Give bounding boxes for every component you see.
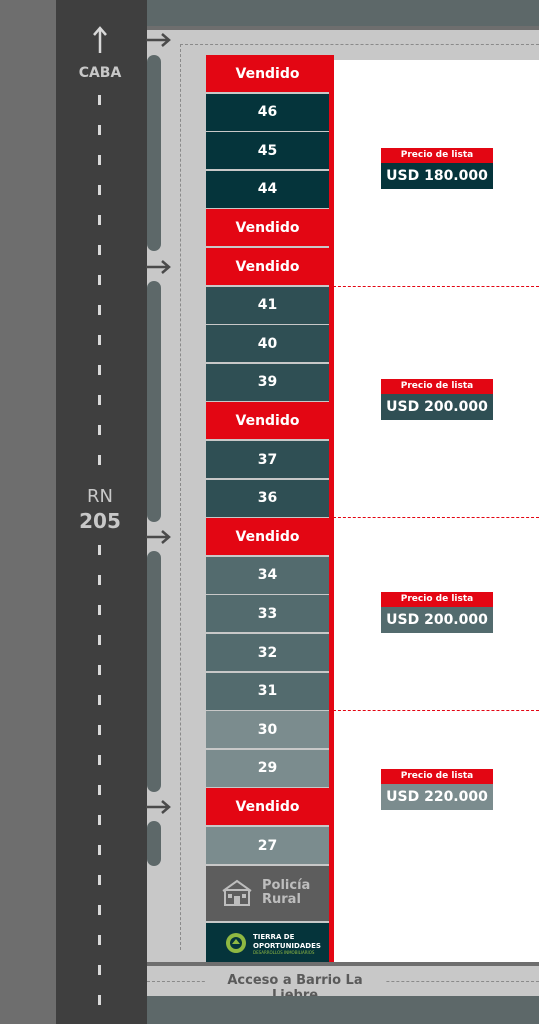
- lane-dash: [98, 635, 101, 645]
- price-label: Precio de lista: [381, 592, 493, 607]
- lane-dash: [98, 605, 101, 615]
- lane-dash: [98, 995, 101, 1005]
- lot-depth-area: [333, 60, 539, 962]
- median-strip: [147, 281, 161, 522]
- median-strip: [147, 55, 161, 251]
- lot-41[interactable]: 41: [206, 287, 329, 324]
- lane-dash: [98, 935, 101, 945]
- lane-dash: [98, 275, 101, 285]
- arrow-right-icon: [146, 259, 172, 275]
- lot-33[interactable]: 33: [206, 595, 329, 632]
- lane-dash: [98, 905, 101, 915]
- lot-sold[interactable]: Vendido: [206, 209, 329, 246]
- lot-46[interactable]: 46: [206, 94, 329, 131]
- price-tag: [381, 592, 493, 633]
- price-tag: [381, 769, 493, 810]
- arrow-right-icon: [146, 799, 172, 815]
- route-number: 205: [79, 509, 121, 533]
- lane-dash: [98, 215, 101, 225]
- lane-dash: [98, 365, 101, 375]
- lot-37[interactable]: 37: [206, 441, 329, 478]
- price-tag: [381, 148, 493, 189]
- lane-dash: [98, 395, 101, 405]
- lane-dash: [98, 335, 101, 345]
- route-prefix: RN: [87, 486, 113, 507]
- price-tag: [381, 379, 493, 420]
- lane-dash: [98, 575, 101, 585]
- direction-label: CABA: [78, 65, 122, 81]
- tier-divider: [333, 710, 539, 711]
- lane-dash: [98, 455, 101, 465]
- arrow-up-icon: [92, 26, 108, 54]
- police-station-label: [262, 879, 310, 907]
- lot-30[interactable]: 30: [206, 711, 329, 748]
- lane-dash: [98, 125, 101, 135]
- left-shoulder: [0, 0, 56, 1024]
- lot-sold[interactable]: Vendido: [206, 518, 329, 555]
- lot-sold[interactable]: Vendido: [206, 55, 329, 92]
- dotted-marker: [147, 866, 159, 918]
- lot-32[interactable]: 32: [206, 634, 329, 671]
- price-label: Precio de lista: [381, 769, 493, 784]
- lot-31[interactable]: 31: [206, 673, 329, 710]
- lot-36[interactable]: 36: [206, 480, 329, 517]
- price-label: Precio de lista: [381, 148, 493, 163]
- lane-dash: [98, 755, 101, 765]
- lot-45[interactable]: 45: [206, 132, 329, 169]
- lane-dash: [98, 725, 101, 735]
- brand-name: [253, 933, 321, 951]
- arrow-right-icon: [146, 32, 172, 48]
- lot-frontage-rail: [329, 55, 334, 962]
- lot-sold[interactable]: Vendido: [206, 402, 329, 439]
- tier-divider: [333, 286, 539, 287]
- lane-dash: [98, 785, 101, 795]
- lot-44[interactable]: 44: [206, 171, 329, 208]
- price-value: USD 200.000: [381, 607, 493, 633]
- lane-dash: [98, 95, 101, 105]
- price-value: USD 200.000: [381, 394, 493, 420]
- lot-sold[interactable]: Vendido: [206, 248, 329, 285]
- price-value: USD 180.000: [381, 163, 493, 189]
- median-strip: [147, 551, 161, 792]
- access-road-label: Acceso a Barrio La: [205, 973, 385, 1003]
- bottom-strip: [147, 996, 539, 1024]
- police-line1: Policía: [262, 878, 311, 893]
- lane-dash: [98, 155, 101, 165]
- lot-sold[interactable]: Vendido: [206, 788, 329, 825]
- top-strip: [147, 0, 539, 26]
- brand-logo-icon: [225, 932, 247, 954]
- lane-dash: [98, 245, 101, 255]
- median-strip: [147, 821, 161, 866]
- price-value: USD 220.000: [381, 784, 493, 810]
- lane-dash: [98, 545, 101, 555]
- lot-27[interactable]: 27: [206, 827, 329, 864]
- tier-divider: [333, 517, 539, 518]
- brand-line2: OPORTUNIDADES: [253, 942, 321, 950]
- brand-tagline: DESARROLLOS INMOBILIARIOS: [253, 950, 315, 955]
- lane-dash: [98, 665, 101, 675]
- police-line2: Rural: [262, 892, 301, 907]
- police-station-icon: [222, 878, 252, 908]
- lot-29[interactable]: 29: [206, 750, 329, 787]
- brand-line1: TIERRA DE: [253, 933, 295, 941]
- lane-dash: [98, 425, 101, 435]
- lane-dash: [98, 875, 101, 885]
- lane-dash: [98, 695, 101, 705]
- lot-39[interactable]: 39: [206, 364, 329, 401]
- lane-dash: [98, 305, 101, 315]
- lane-dash: [98, 965, 101, 975]
- arrow-right-icon: [146, 529, 172, 545]
- lot-34[interactable]: 34: [206, 557, 329, 594]
- lane-dash: [98, 845, 101, 855]
- price-label: Precio de lista: [381, 379, 493, 394]
- lot-40[interactable]: 40: [206, 325, 329, 362]
- lane-dash: [98, 185, 101, 195]
- lane-dash: [98, 815, 101, 825]
